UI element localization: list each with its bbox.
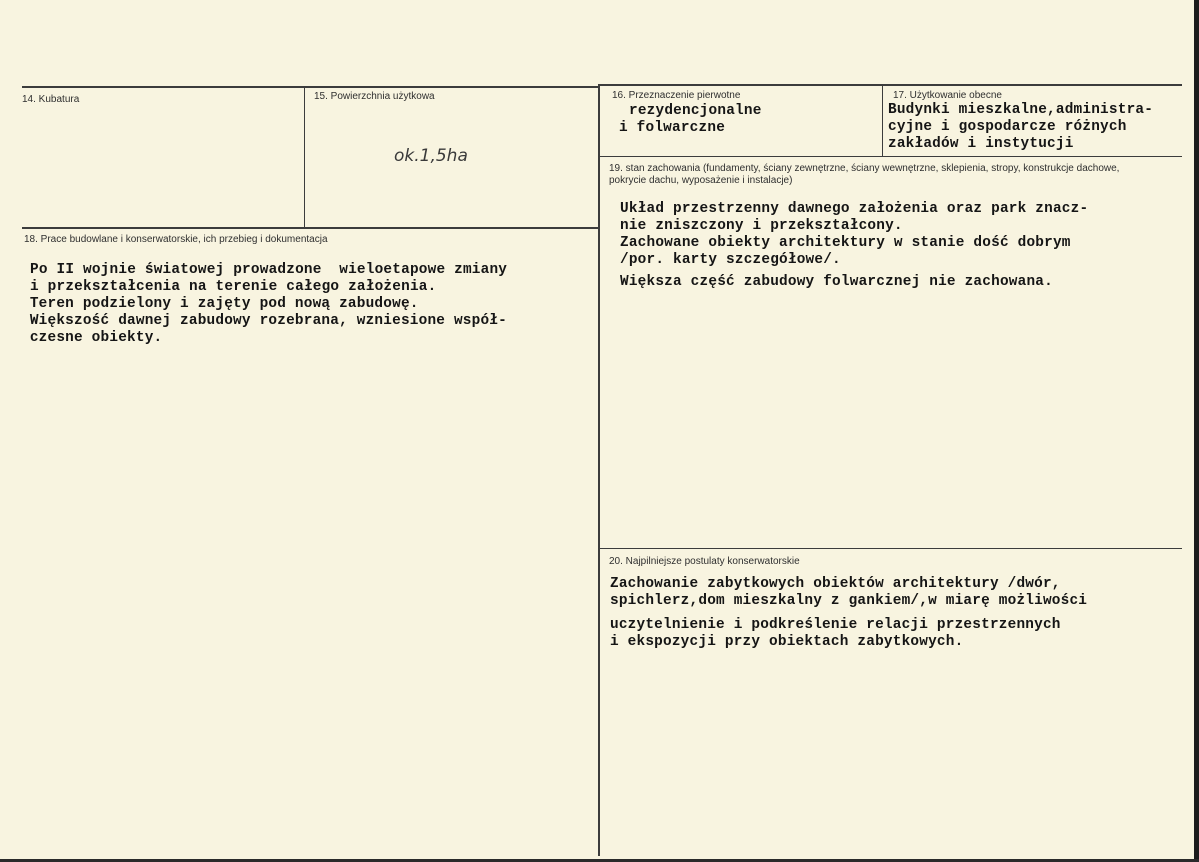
rule-above-20: [600, 548, 1182, 549]
uzytkowanie-line-2: cyjne i gospodarcze różnych: [888, 119, 1127, 135]
center-divider: [598, 84, 600, 856]
divider-14-15: [304, 87, 305, 227]
postulaty-line-2: spichlerz,dom mieszkalny z gankiem/,w miarę możliwości: [610, 593, 1088, 609]
top-rule-right: [600, 84, 1182, 86]
postulaty-line-4: i ekspozycji przy obiektach zabytkowych.: [610, 634, 964, 650]
postulaty-label: 20. Najpilniejsze postulaty konserwatorskie: [609, 556, 800, 567]
przeznaczenie-line-2: i folwarczne: [619, 120, 726, 136]
uzytkowanie-label: 17. Użytkowanie obecne: [893, 90, 1002, 101]
kubatura-label: 14. Kubatura: [22, 94, 80, 105]
powierzchnia-value: ok.1,5ha: [394, 146, 468, 166]
przeznaczenie-line-1: rezydencjonalne: [629, 103, 762, 119]
prace-line-5: czesne obiekty.: [21, 330, 163, 346]
powierzchnia-label: 15. Powierzchnia użytkowa: [314, 91, 435, 102]
postulaty-line-3: uczytelnienie i podkreślenie relacji przestrzennych: [610, 617, 1061, 633]
prace-line-1: Po II wojnie światowej prowadzone wieloetapowe zmiany: [30, 262, 508, 278]
stan-extra: Większa część zabudowy folwarcznej nie zachowana.: [620, 274, 1053, 290]
przeznaczenie-label: 16. Przeznaczenie pierwotne: [612, 90, 741, 101]
prace-line-2: i przekształcenia na terenie całego założenia.: [30, 279, 437, 295]
top-rule-left: [22, 86, 598, 88]
rule-under-14-15: [22, 227, 598, 229]
stan-line-3: Zachowane obiekty architektury w stanie dość dobrym: [620, 235, 1071, 251]
divider-16-17: [882, 85, 883, 157]
prace-line-4: Większość dawnej zabudowy rozebrana, wzniesione współ-: [21, 313, 507, 329]
stan-line-2: nie zniszczony i przekształcony.: [620, 218, 903, 234]
stan-line-4: /por. karty szczegółowe/.: [620, 252, 841, 268]
rule-under-16-17: [600, 156, 1182, 157]
postulaty-line-1: Zachowanie zabytkowych obiektów architektury /dwór,: [610, 576, 1061, 592]
stan-label: 19. stan zachowania (fundamenty, ściany zewnętrzne, ściany wewnętrzne, sklepienia, stropy, konstrukcje dachowe, pokrycie dachu, wyposażenie i instalacje): [609, 163, 1120, 186]
uzytkowanie-line-1: Budynki mieszkalne,administra-: [888, 102, 1154, 118]
scan-edge-right: [1194, 0, 1199, 862]
stan-line-1: Układ przestrzenny dawnego założenia oraz park znacz-: [620, 201, 1089, 217]
prace-line-3: Teren podzielony i zajęty pod nową zabudowę.: [21, 296, 419, 312]
prace-label: 18. Prace budowlane i konserwatorskie, ich przebieg i dokumentacja: [24, 234, 328, 245]
uzytkowanie-line-3: zakładów i instytucji: [888, 136, 1074, 152]
